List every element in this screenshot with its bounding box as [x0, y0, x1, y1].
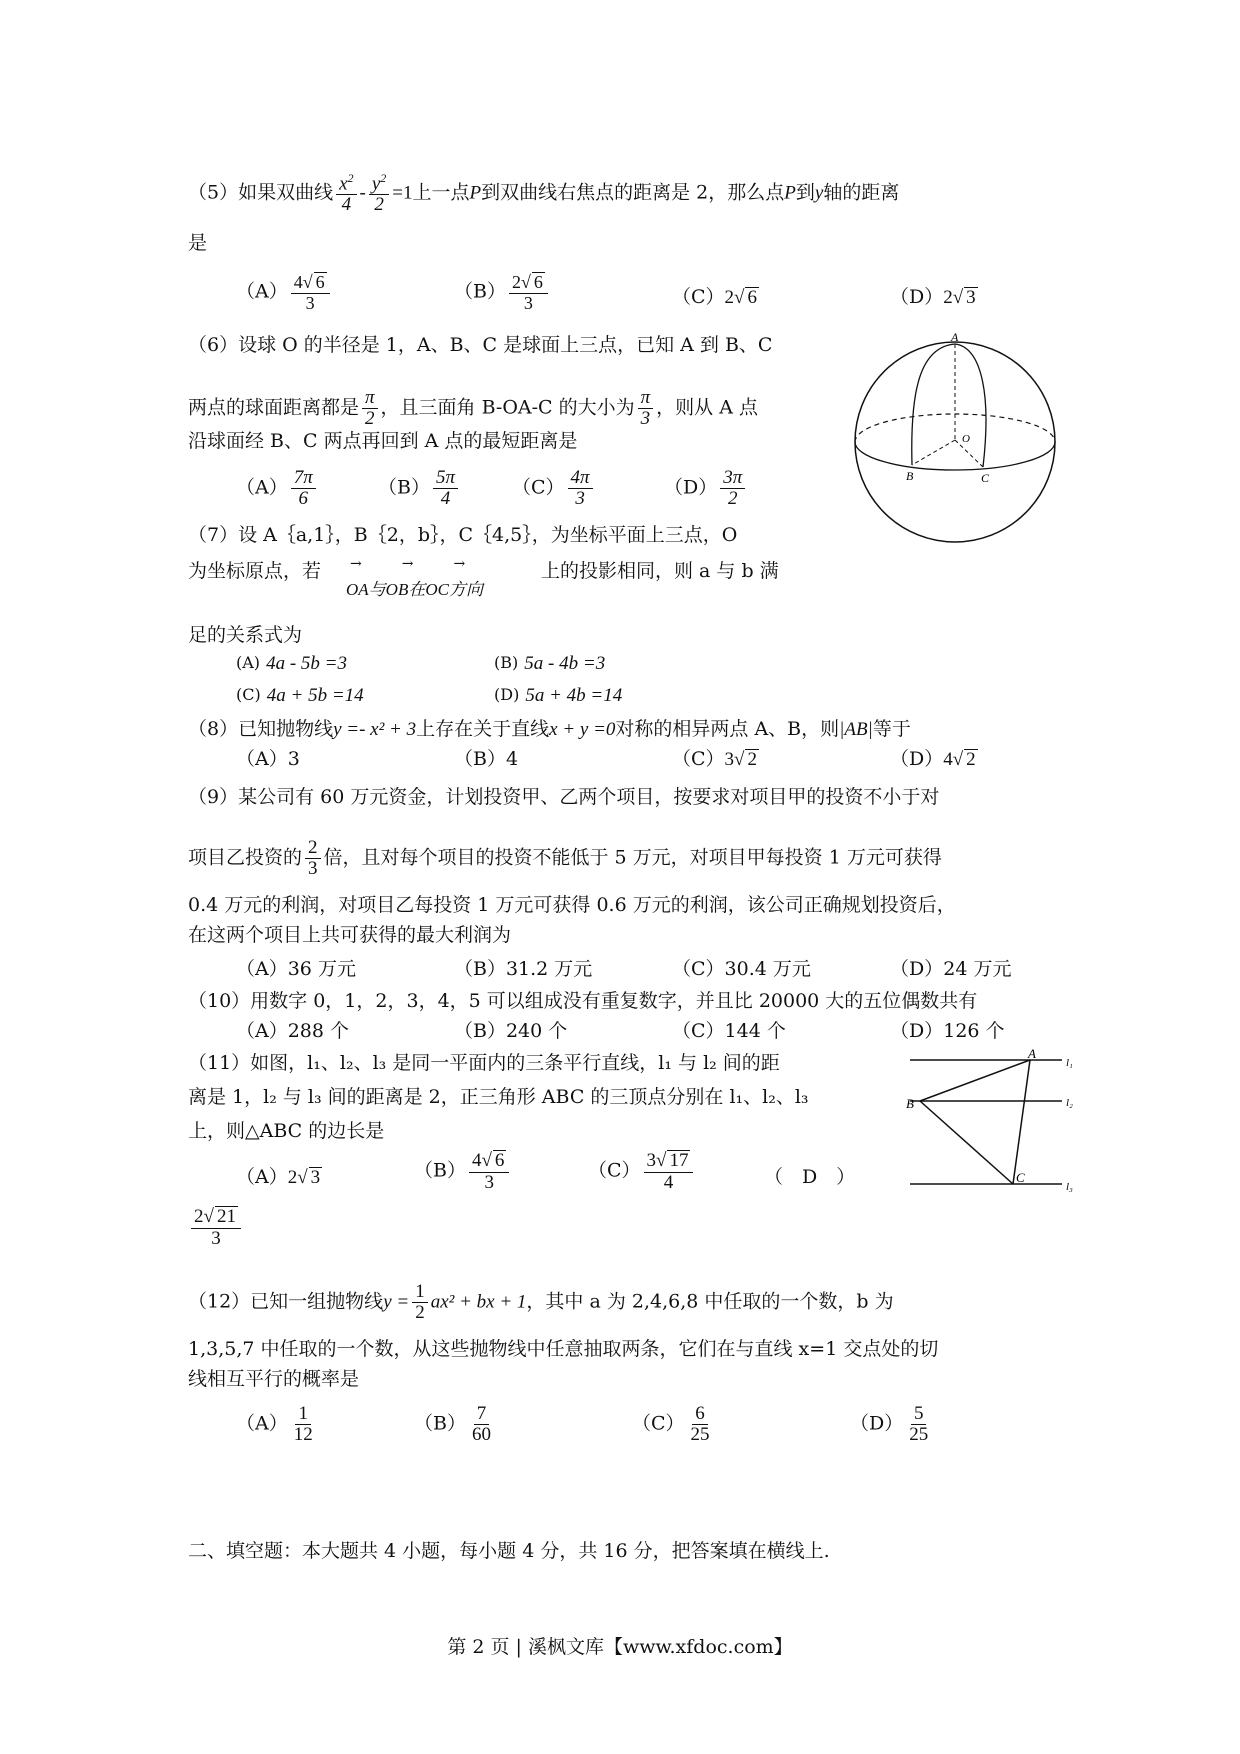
page-footer: 第 2 页 | 溪枫文库【www.xfdoc.com】 [447, 1636, 793, 1658]
q12-option-d: （D） $\frac{5}{25}$ [850, 1403, 929, 1445]
sphere-figure [850, 330, 1060, 550]
q5-text-c: 到双曲线右焦点的距离是 2，那么点 [481, 181, 785, 204]
q5-option-c: （C）2√ 6 [672, 286, 757, 308]
q7-option-a: $^{(A)}$ 4a - 5b =3 [236, 653, 347, 674]
q8-option-a: （A）3 [236, 748, 300, 770]
q11-option-d-label: （ D ） [764, 1166, 856, 1188]
q11-option-a: （A）2√ 3 [236, 1166, 321, 1188]
label-l1: l₁ [1066, 1057, 1073, 1069]
q5-fraction-y: $\frac{y^2}{2}$ [369, 172, 389, 215]
label-b: B [906, 1096, 914, 1111]
q12-option-b: （B） $\frac{7}{60}$ [414, 1403, 491, 1445]
q6-option-d: （D） $\frac{3\pi}{2}$ [664, 468, 748, 509]
side-bc [920, 1101, 1013, 1184]
sphere-label-b: B [906, 469, 914, 483]
q11-option-d-value: $\frac{2√ 21}{3}$ [188, 1206, 244, 1249]
q5-fraction-x: $\frac{x^2}{4}$ [336, 172, 356, 215]
q5-option-a: （A） $\frac{4√ 6}{3}$ [236, 272, 333, 313]
q7-line3: 足的关系式为 [188, 624, 303, 646]
q6-line2: 两点的球面距离都是 $\frac{\pi}{2}$ ，且三面角 B-OA-C 的大小为 $\frac{\pi}{3}$ ，则从 A 点 [188, 387, 758, 429]
arc-ac [955, 344, 986, 467]
q7-option-d: $^{(D)}$ 5a + 4b =14 [494, 685, 623, 706]
q11-line3: 上，则△ABC 的边长是 [188, 1120, 385, 1142]
q9-line4: 在这两个项目上共可获得的最大利润为 [188, 924, 512, 946]
q6-line3: 沿球面经 B、C 两点再回到 A 点的最短距离是 [188, 430, 578, 452]
q5-line2: 是 [188, 232, 208, 254]
q5-eq: =1 [392, 182, 413, 204]
sphere-label-a: A [951, 330, 959, 344]
label-l2: l₂ [1066, 1097, 1073, 1109]
label-a: A [1028, 1046, 1036, 1061]
q7-line1: （7）设 A｛a,1｝，B｛2，b｝，C｛4,5｝，为坐标平面上三点，O [188, 524, 738, 546]
q5-y: y [814, 182, 824, 204]
q12-line1: （12）已知一组抛物线y = $\frac{1}{2}$ ax² + bx + 1，其中 a 为 2,4,6,8 中任取的一个数，b 为 [188, 1281, 894, 1323]
q5-text-e: 轴的距离 [823, 181, 900, 204]
q11-line2: 离是 1，l₂ 与 l₃ 间的距离是 2，正三角形 ABC 的三顶点分别在 l₁、l₂、l₃ [188, 1086, 809, 1108]
side-ac [1013, 1060, 1030, 1184]
q10-line1: （10）用数字 0，1，2，3，4，5 可以组成没有重复数字，并且比 20000 大的五位偶数共有 [188, 990, 978, 1012]
q7-option-c: $^{(C)}$ 4a + 5b =14 [236, 685, 364, 706]
q12-option-a: （A） $\frac{1}{12}$ [236, 1403, 313, 1445]
q11-option-c: （C） $\frac{3√ 17}{4}$ [588, 1150, 696, 1193]
parallel-lines-figure [900, 1046, 1090, 1206]
q9-option-b: （B）31.2 万元 [454, 958, 593, 980]
q8-line1: （8）已知抛物线y =- x² + 3上存在关于直线x + y =0对称的相异两点 A、B，则|AB|等于 [188, 718, 911, 740]
sphere-equator-front [855, 442, 1055, 470]
q10-option-d: （D）126 个 [890, 1020, 1005, 1042]
q10-option-b: （B）240 个 [454, 1020, 568, 1042]
q6-option-a: （A） $\frac{7\pi}{6}$ [236, 468, 319, 509]
q5-option-b: （B） $\frac{2√ 6}{3}$ [454, 272, 551, 313]
q5-point-p: P [469, 182, 482, 204]
label-c: C [1016, 1170, 1025, 1185]
q7-line2: 为坐标原点，若 上的投影相同，则 a 与 b 满 [188, 560, 779, 582]
q6-option-b: （B） $\frac{5\pi}{4}$ [378, 468, 461, 509]
q10-option-c: （C）144 个 [672, 1020, 786, 1042]
q8-option-c: （C）3√ 2 [672, 748, 757, 770]
q5-option-d: （D）2√ 3 [890, 286, 976, 308]
q9-line3: 0.4 万元的利润，对项目乙每投资 1 万元可获得 0.6 万元的利润，该公司正确规划投资后， [188, 894, 956, 916]
q5-line1 [188, 172, 899, 215]
q7-option-b: $^{(B)}$ 5a - 4b =3 [494, 653, 606, 674]
q5-point-p2: P [784, 182, 796, 204]
q5-text: （5）如果双曲线 [188, 181, 334, 204]
q10-option-a: （A）288 个 [236, 1020, 350, 1042]
q9-line1: （9）某公司有 60 万元资金，计划投资甲、乙两个项目，按要求对项目甲的投资不小于对 [188, 786, 940, 808]
sphere-label-c: C [981, 471, 990, 485]
q8-option-b: （B）4 [454, 748, 519, 770]
q8-abs-ab: |AB| [839, 719, 873, 740]
q8-option-d: （D）4√ 2 [890, 748, 976, 770]
radius-ob [912, 440, 955, 465]
q12-option-c: （C） $\frac{6}{25}$ [632, 1403, 710, 1445]
q11-line1: （11）如图，l₁、l₂、l₃ 是同一平面内的三条平行直线，l₁ 与 l₂ 间的距 [188, 1052, 780, 1074]
q6-line1: （6）设球 O 的半径是 1，A、B、C 是球面上三点，已知 A 到 B、C [188, 334, 773, 356]
q9-line2: 项目乙投资的 $\frac{2}{3}$ 倍，且对每个项目的投资不能低于 5 万元，对项目甲每投资 1 万元可获得 [188, 837, 942, 879]
q8-parabola: y =- x² + 3 [333, 719, 417, 740]
q6-option-c: （C） $\frac{4\pi}{3}$ [512, 468, 596, 509]
q12-line3: 线相互平行的概率是 [188, 1368, 360, 1390]
q11-option-b: （B） $\frac{4√ 6}{3}$ [414, 1150, 512, 1193]
q5-text-d: 到 [795, 181, 815, 204]
q8-line-eq: x + y =0 [549, 719, 616, 740]
q12-line2: 1,3,5,7 中任取的一个数，从这些抛物线中任意抽取两条，它们在与直线 x=1 交点处的切 [188, 1338, 939, 1360]
section-2-heading: 二、填空题：本大题共 4 小题，每小题 4 分，共 16 分，把答案填在横线上. [188, 1540, 830, 1562]
q9-option-d: （D）24 万元 [890, 958, 1012, 980]
q5-minus: - [359, 182, 366, 204]
q9-option-a: （A）36 万元 [236, 958, 356, 980]
label-l3: l₃ [1066, 1181, 1073, 1193]
arc-ab [912, 344, 955, 465]
q7-vectors: OA与OB在OC方向 [346, 580, 483, 599]
sphere-label-o: O [962, 433, 970, 445]
q5-text-b: 上一点 [412, 181, 470, 204]
side-ab [920, 1060, 1030, 1101]
q7-vector-arrows: →→→ [350, 556, 506, 572]
q9-option-c: （C）30.4 万元 [672, 958, 811, 980]
